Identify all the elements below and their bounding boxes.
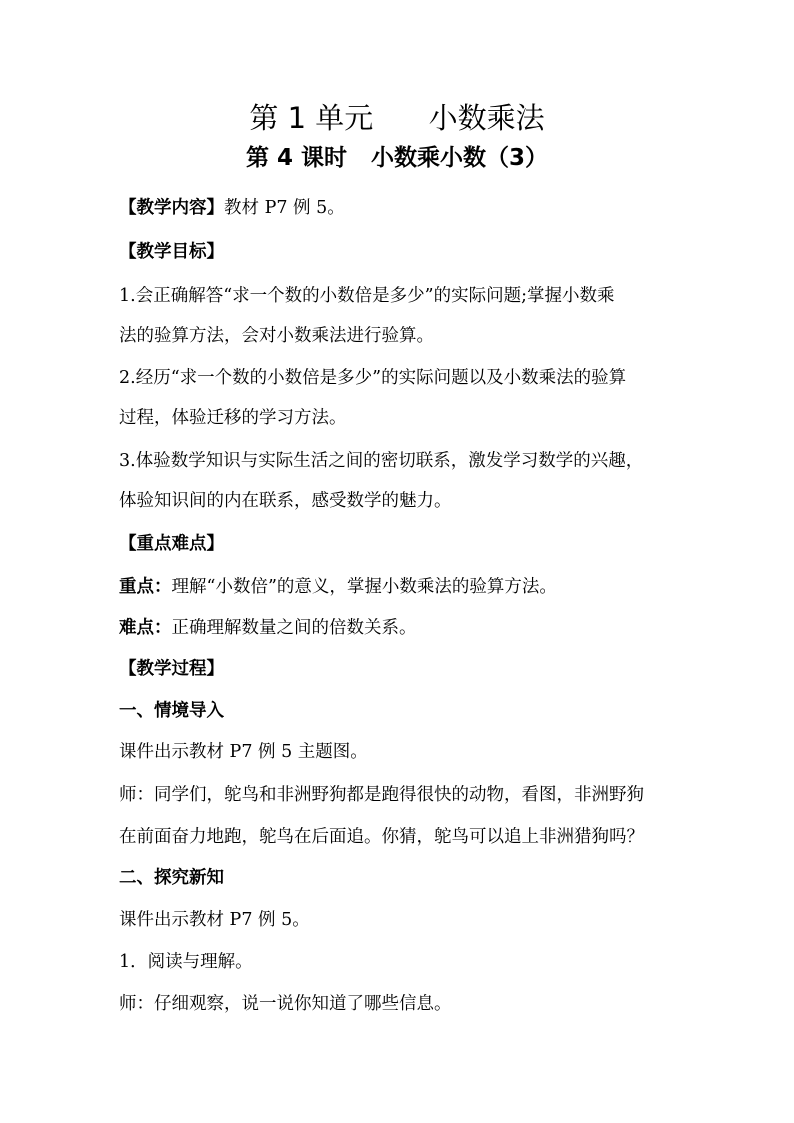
difficult-point-label: 难点： [119,618,172,638]
goal3-line1: 3.体验数学知识与实际生活之间的密切联系，激发学习数学的兴趣， [119,451,644,471]
key-difficult-heading: 【重点难点】 [119,534,224,554]
teaching-content-text: 教材 P7 例 5。 [224,198,345,218]
section2-line3: 师：仔细观察，说一说你知道了哪些信息。 [119,994,452,1014]
teaching-content-label: 【教学内容】 [119,198,224,218]
section2-heading: 二、探究新知 [119,868,224,888]
section2-line1: 课件出示教材 P7 例 5。 [119,910,310,930]
teaching-content-line [119,196,689,220]
key-point-label: 重点： [119,577,172,597]
difficult-point-text: 正确理解数量之间的倍数关系。 [171,618,417,638]
unit-title: 第 1 单元 小数乘法 [249,101,545,135]
key-point-text: 理解“小数倍”的意义，掌握小数乘法的验算方法。 [171,577,557,597]
key-point-line [119,575,689,599]
goal1-line2: 法的验算方法，会对小数乘法进行验算。 [119,326,434,346]
section1-line3: 在前面奋力地跑，鸵鸟在后面追。你猜，鸵鸟可以追上非洲猎狗吗？ [119,827,644,847]
difficult-point-line [119,616,689,640]
lesson-title: 第 4 课时 小数乘小数（3） [245,145,549,171]
goal1-line1: 1.会正确解答“求一个数的小数倍是多少”的实际问题;掌握小数乘 [119,286,615,306]
section1-line1: 课件出示教材 P7 例 5 主题图。 [119,742,368,762]
section1-heading: 一、情境导入 [119,701,224,721]
process-heading: 【教学过程】 [119,659,224,679]
goal2-line1: 2.经历“求一个数的小数倍是多少”的实际问题以及小数乘法的验算 [119,368,627,388]
goal2-line2: 过程，体验迁移的学习方法。 [119,408,347,428]
goals-heading: 【教学目标】 [119,242,224,262]
goal3-line2: 体验知识间的内在联系，感受数学的魅力。 [119,491,452,511]
section2-line2: 1．阅读与理解。 [119,952,253,972]
section1-line2: 师：同学们，鸵鸟和非洲野狗都是跑得很快的动物，看图，非洲野狗 [119,785,644,805]
